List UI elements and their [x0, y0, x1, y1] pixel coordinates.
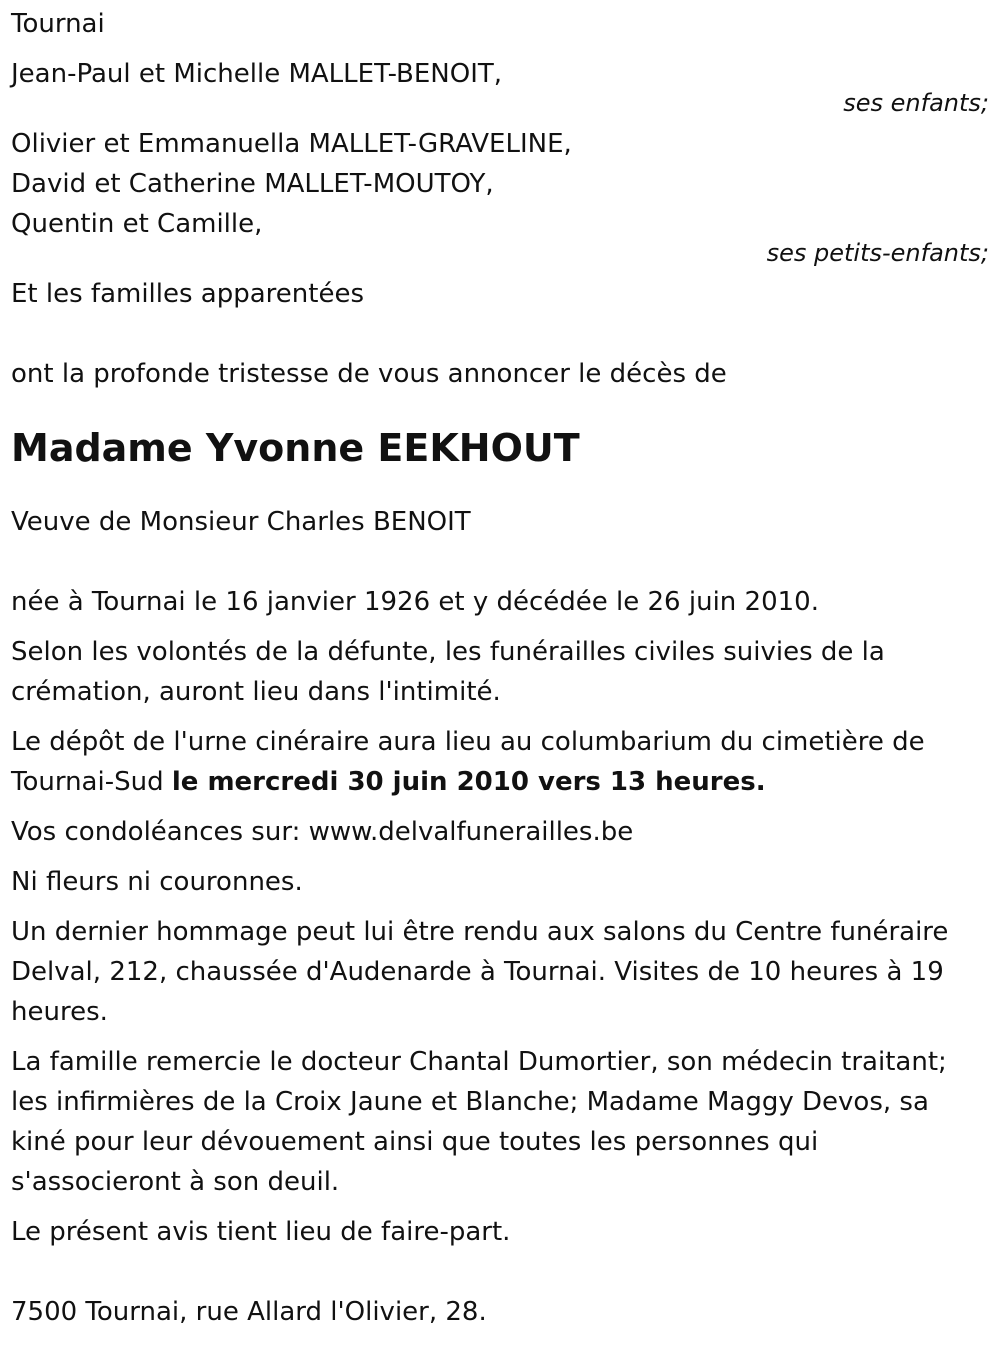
announcement-text: ont la profonde tristesse de vous annoncer le décès de	[11, 359, 727, 389]
families-line: Et les familles apparentées	[11, 279, 365, 309]
grandchildren-label: ses petits-enfants;	[766, 239, 989, 267]
condolences-line: Vos condoléances sur: www.delvalfunerailles.be	[11, 817, 634, 847]
urn-deposit	[11, 722, 989, 802]
urn-deposit-date: le mercredi 30 juin 2010 vers 13 heures.	[171, 767, 766, 797]
no-flowers-line: Ni fleurs ni couronnes.	[11, 867, 303, 897]
last-tribute: Un dernier hommage peut lui être rendu aux salons du Centre funéraire Delval, 212, chaussée d'Audenarde à Tournai. Visites de 10 heures à 19 heures.	[11, 917, 949, 1027]
children-names: Jean-Paul et Michelle MALLET-BENOIT,	[11, 59, 503, 89]
notice-statement: Le présent avis tient lieu de faire-part.	[11, 1217, 511, 1247]
obituary-notice	[11, 0, 989, 1332]
urn-deposit-text: Le dépôt de l'urne cinéraire aura lieu au columbarium du cimetière de Tournai-Sud	[11, 727, 925, 797]
grandchildren-line-2: David et Catherine MALLET-MOUTOY,	[11, 169, 494, 199]
address-line: 7500 Tournai, rue Allard l'Olivier, 28.	[11, 1297, 487, 1327]
deceased-name: Madame Yvonne EEKHOUT	[11, 426, 580, 470]
grandchildren-line-3: Quentin et Camille,	[11, 209, 263, 239]
birth-death-dates: née à Tournai le 16 janvier 1926 et y décédée le 26 juin 2010.	[11, 587, 819, 617]
grandchildren-line-1: Olivier et Emmanuella MALLET-GRAVELINE,	[11, 129, 572, 159]
funeral-wishes: Selon les volontés de la défunte, les funérailles civiles suivies de la crémation, auront lieu dans l'intimité.	[11, 637, 885, 707]
widow-of: Veuve de Monsieur Charles BENOIT	[11, 507, 471, 537]
thanks-paragraph: La famille remercie le docteur Chantal Dumortier, son médecin traitant; les infirmières de la Croix Jaune et Blanche; Madame Maggy Devos, sa kiné pour leur dévouement ainsi que toutes les personnes qui s'associeront à son deuil.	[11, 1047, 947, 1197]
children-label: ses enfants;	[843, 89, 989, 117]
city-heading: Tournai	[11, 9, 105, 39]
